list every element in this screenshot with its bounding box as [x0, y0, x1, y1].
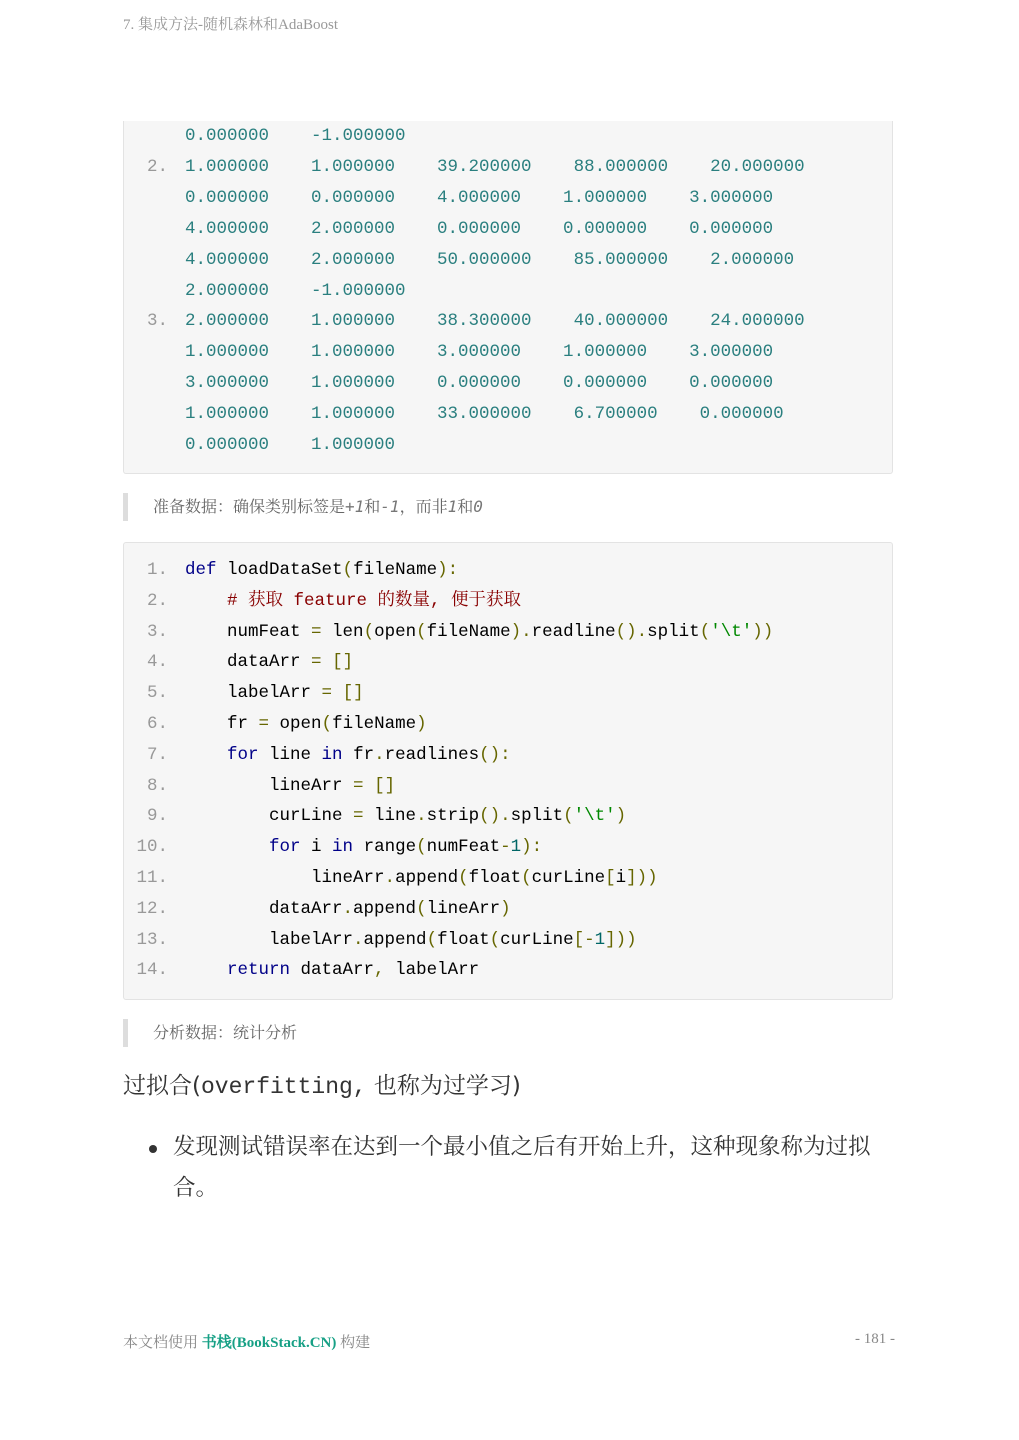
code-token — [185, 745, 227, 765]
code-token: [- — [573, 929, 595, 950]
code-line — [124, 801, 892, 831]
code-text — [185, 925, 637, 955]
and-text-2: 和 — [457, 497, 474, 516]
code-token: (): — [479, 744, 511, 765]
code-token: ( — [458, 868, 469, 888]
code-token: curLine — [500, 929, 574, 950]
code-token: float — [437, 929, 490, 950]
line-number: 1. — [146, 560, 168, 580]
code-text — [185, 771, 395, 801]
code-token: = — [311, 621, 322, 642]
code-token: = — [258, 714, 270, 734]
code-token: labelArr — [185, 929, 354, 950]
code-token: split — [510, 806, 564, 827]
code-token: def — [185, 560, 217, 580]
code-token: ( — [426, 929, 438, 950]
code-token: '\t' — [573, 806, 616, 827]
code-token: . — [374, 744, 385, 765]
code-line — [124, 894, 892, 924]
bullet-dot-icon — [149, 1145, 157, 1153]
data-values: 1.000000 1.000000 33.000000 6.700000 0.000000 — [185, 404, 784, 425]
code-token: 1 — [510, 837, 522, 858]
data-line — [124, 399, 892, 429]
code-token — [185, 960, 227, 980]
code-token: ( — [321, 714, 333, 734]
code-token: i — [615, 868, 627, 888]
code-token: . — [416, 806, 427, 827]
code-token: readline — [531, 621, 616, 642]
code-text — [185, 801, 626, 831]
code-token: = — [353, 806, 364, 827]
data-line — [124, 368, 892, 398]
label-zero: 0 — [473, 497, 483, 516]
data-line — [124, 245, 892, 275]
code-token: ): — [521, 837, 543, 858]
code-token: ( — [416, 837, 427, 858]
data-values: 0.000000 0.000000 4.000000 1.000000 3.000000 — [185, 187, 774, 208]
data-values: 2.000000 1.000000 38.300000 40.000000 24.000000 — [185, 311, 805, 332]
code-token: append — [395, 868, 459, 888]
code-token: . — [342, 898, 354, 919]
data-line — [124, 306, 892, 336]
code-token: # 获取 feature 的数量, 便于获取 — [227, 590, 522, 611]
code-token: readlines — [384, 744, 480, 765]
code-text — [185, 832, 542, 862]
code-token: labelArr — [384, 960, 480, 981]
code-line — [124, 863, 892, 893]
line-number: 5. — [146, 683, 168, 704]
code-token: float — [468, 868, 522, 888]
code-text — [185, 863, 658, 893]
data-line — [124, 430, 892, 460]
code-token: in — [321, 744, 343, 765]
data-values: 4.000000 2.000000 0.000000 0.000000 0.000000 — [185, 218, 774, 239]
code-text — [185, 894, 511, 924]
code-token: . — [384, 868, 396, 888]
code-token: append — [353, 898, 417, 919]
data-line — [124, 337, 892, 367]
code-token: fr — [342, 744, 375, 765]
code-line — [124, 771, 892, 801]
load-dataset-code-block — [123, 542, 893, 1000]
code-text — [185, 678, 364, 708]
code-token: labelArr — [185, 683, 322, 704]
code-token — [185, 591, 227, 611]
data-line — [124, 214, 892, 244]
code-token: len — [321, 621, 364, 642]
heading-suffix: 也称为过学习) — [366, 1073, 521, 1099]
line-number: 11. — [136, 868, 168, 888]
bookstack-link[interactable]: 书栈(BookStack.CN) — [201, 1335, 337, 1351]
code-token: ) — [615, 806, 627, 827]
code-token: '\t' — [710, 621, 753, 642]
code-token: ). — [510, 621, 532, 642]
code-token: ( — [416, 898, 427, 919]
code-token: dataArr — [290, 960, 375, 981]
analyze-data-note: 分析数据：统计分析 — [123, 1019, 893, 1047]
line-number: 9. — [146, 806, 168, 827]
code-token: dataArr — [185, 898, 343, 919]
code-token: )) — [752, 621, 774, 642]
code-token — [364, 776, 375, 796]
code-token: fr — [185, 714, 259, 734]
data-values: 0.000000 1.000000 — [185, 435, 396, 455]
code-line — [124, 925, 892, 955]
code-token: [] — [332, 652, 354, 673]
line-number: 7. — [146, 744, 168, 765]
and-text-1: 和 — [364, 497, 381, 516]
code-token: line — [258, 744, 322, 765]
code-token: ): — [437, 560, 459, 580]
data-output-block — [123, 121, 893, 474]
code-token: ( — [363, 621, 375, 642]
code-line — [124, 832, 892, 862]
code-token: ])) — [626, 868, 658, 888]
code-line — [124, 617, 892, 647]
code-token: (). — [615, 621, 648, 642]
code-token: ( — [521, 868, 532, 888]
data-values: 1.000000 1.000000 39.200000 88.000000 20.000000 — [185, 156, 805, 177]
code-token: ( — [342, 560, 354, 580]
prepare-prefix: 准备数据：确保类别标签是 — [153, 497, 346, 516]
line-number: 2. — [146, 156, 168, 177]
line-number: 10. — [136, 837, 168, 858]
page-header-title: 7. 集成方法-随机森林和AdaBoost — [123, 17, 338, 33]
code-token: range — [353, 837, 417, 858]
code-token: curLine — [531, 868, 606, 888]
code-token: lineArr — [185, 775, 354, 796]
overfitting-heading — [123, 1068, 521, 1105]
data-values: 2.000000 -1.000000 — [185, 280, 406, 301]
code-line — [124, 555, 892, 585]
footer-attribution — [123, 1331, 370, 1352]
data-values: 3.000000 1.000000 0.000000 0.000000 0.000000 — [185, 373, 774, 394]
code-token: curLine — [185, 806, 354, 827]
line-number: 8. — [146, 775, 168, 796]
data-values: 1.000000 1.000000 3.000000 1.000000 3.000000 — [185, 342, 774, 363]
code-token: ( — [699, 621, 711, 642]
code-token: , — [374, 960, 385, 981]
code-token: for — [227, 744, 259, 765]
code-text — [185, 955, 479, 985]
code-line — [124, 678, 892, 708]
code-token: . — [353, 929, 364, 950]
code-token: lineArr — [426, 898, 501, 919]
code-token: fileName — [426, 621, 511, 642]
line-number: 3. — [146, 311, 168, 332]
code-token — [332, 683, 343, 703]
code-token: append — [363, 929, 427, 950]
code-token: loadDataSet — [216, 560, 343, 580]
code-token: numFeat — [185, 621, 312, 642]
prepare-middle: ，而非 — [399, 497, 448, 516]
prepare-data-note — [123, 493, 893, 521]
code-token: split — [647, 621, 700, 642]
code-token: return — [227, 960, 291, 981]
data-values: 0.000000 -1.000000 — [185, 126, 406, 146]
code-token: for — [269, 837, 301, 858]
code-token: [] — [342, 683, 364, 704]
code-token: = — [311, 652, 322, 673]
code-text — [185, 647, 353, 677]
code-token: ( — [563, 806, 574, 827]
code-token: ])) — [605, 929, 637, 950]
code-token: - — [500, 837, 511, 858]
code-token: open — [269, 714, 322, 734]
label-positive: +1 — [345, 497, 365, 516]
code-token: in — [332, 837, 354, 858]
line-number: 3. — [146, 621, 168, 642]
code-token: fileName — [353, 560, 438, 580]
code-token: lineArr — [185, 868, 385, 888]
line-number: 12. — [136, 898, 168, 919]
footer-suffix: 构建 — [336, 1335, 371, 1351]
code-token: numFeat — [426, 837, 501, 858]
code-token: ) — [500, 898, 511, 919]
code-line — [124, 955, 892, 985]
code-token: dataArr — [185, 652, 312, 673]
code-line — [124, 647, 892, 677]
code-line — [124, 740, 892, 770]
label-negative: -1 — [380, 497, 400, 516]
code-text — [185, 617, 773, 647]
code-token: 1 — [594, 929, 606, 950]
page-number: - 181 - — [855, 1331, 895, 1347]
code-token: = — [321, 683, 333, 704]
data-line — [124, 183, 892, 213]
code-token: ( — [489, 929, 501, 950]
code-token: line — [363, 806, 417, 827]
code-token: open — [374, 621, 417, 642]
line-number: 6. — [146, 714, 168, 734]
line-number: 4. — [146, 652, 168, 673]
data-line — [124, 152, 892, 182]
code-text — [185, 709, 427, 739]
data-values: 4.000000 2.000000 50.000000 85.000000 2.000000 — [185, 249, 795, 270]
heading-mono: overfitting, — [200, 1074, 367, 1100]
heading-prefix: 过拟合( — [123, 1073, 201, 1099]
code-line — [124, 709, 892, 739]
code-token: [ — [605, 868, 616, 888]
code-token: ) — [416, 714, 427, 734]
line-number: 2. — [146, 590, 168, 611]
line-number: 13. — [136, 929, 168, 950]
label-one: 1 — [447, 497, 458, 516]
code-token: = — [353, 775, 364, 796]
line-number: 14. — [136, 960, 168, 981]
code-token — [322, 652, 333, 672]
code-text — [185, 586, 521, 616]
code-token: fileName — [332, 714, 417, 734]
footer-prefix: 本文档使用 — [123, 1335, 202, 1351]
code-text — [185, 740, 511, 770]
code-token: ( — [416, 621, 427, 642]
code-token: strip — [426, 806, 480, 827]
code-token: [] — [374, 775, 396, 796]
code-line — [124, 586, 892, 616]
data-line — [124, 121, 892, 151]
bullet-item: 发现测试错误率在达到一个最小值之后有开始上升，这种现象称为过拟合。 — [173, 1134, 871, 1201]
code-token — [185, 837, 269, 857]
data-line — [124, 276, 892, 306]
code-text — [185, 555, 458, 585]
code-token: (). — [479, 806, 511, 827]
code-token: i — [300, 837, 333, 858]
